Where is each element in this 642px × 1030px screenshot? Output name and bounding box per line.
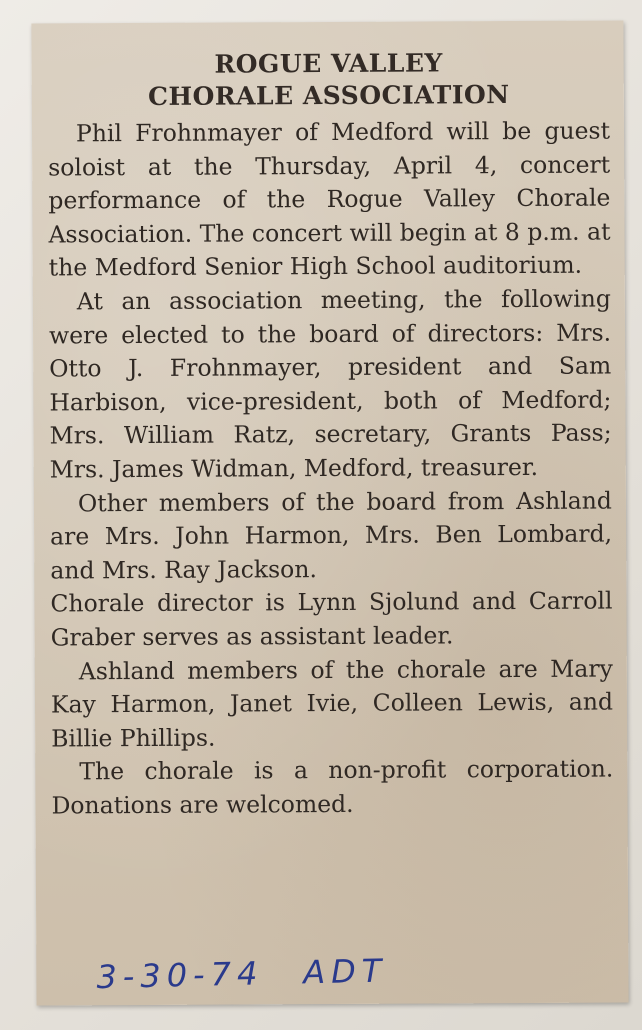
headline-line-1: ROGUE VALLEY	[214, 48, 443, 79]
handwritten-annotation	[96, 951, 428, 996]
newspaper-clipping	[31, 20, 628, 1005]
paragraph-3: Other members of the board from Ashland are Mrs. John Harmon, Mrs. Ben Lombard, and Mrs. Ray Jackson.	[50, 486, 613, 585]
article-body	[48, 115, 614, 823]
handwritten-date: 3-30-74	[96, 954, 264, 997]
handwritten-source: ADT	[302, 951, 388, 992]
paragraph-6: The chorale is a non-profit corporation. Donations are welcomed.	[51, 754, 614, 820]
paragraph-5: Ashland members of the chorale are Mary Kay Harmon, Janet Ivie, Colleen Lewis, and Billie Phillips.	[50, 654, 614, 753]
paragraph-2: At an association meeting, the following were elected to the board of directors: Mrs. Otto J. Frohnmayer, president and Sam Harbison, vice-president, both of Medford; Mrs. William Ratz, secretary, Grants Pass; Mrs. James Widman, Medford, treasurer.	[48, 284, 612, 484]
paragraph-4: Chorale director is Lynn Sjolund and Carroll Graber serves as assistant leader.	[50, 586, 613, 652]
headline	[48, 47, 610, 114]
paragraph-1: Phil Frohnmayer of Medford will be guest soloist at the Thursday, April 4, concert performance of the Rogue Valley Chorale Association. The concert will begin at 8 p.m. at the Medford Senior High School auditorium.	[48, 116, 611, 282]
headline-line-2: CHORALE ASSOCIATION	[147, 80, 510, 111]
